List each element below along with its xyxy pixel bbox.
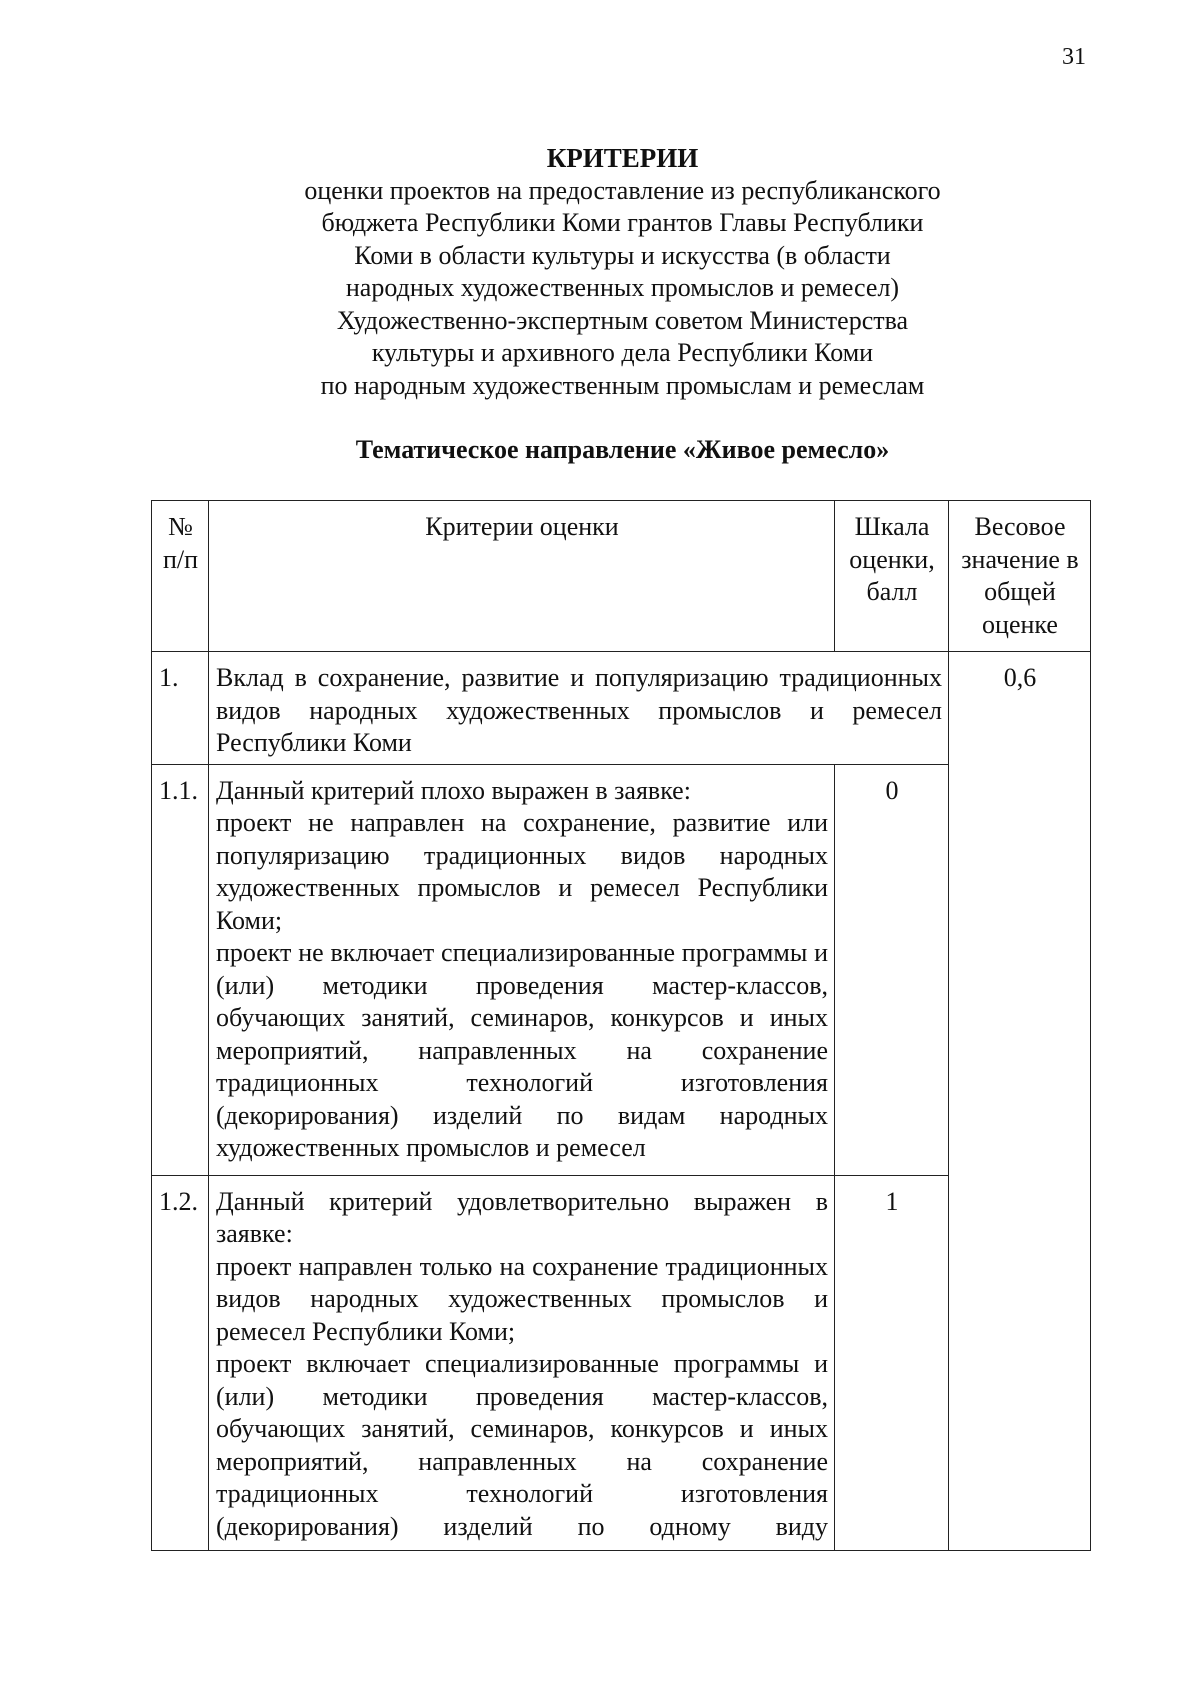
criteria-paragraph: проект направлен только на сохранение традиционных видов народных художественных промыслов и ремесел Республики Коми; (216, 1251, 828, 1346)
row-criteria (209, 764, 835, 1175)
thematic-direction: Тематическое направление «Живое ремесло» (355, 435, 890, 464)
header-criteria: Критерии оценки (209, 501, 835, 652)
row-scale: 1 (835, 1175, 949, 1550)
heading-line: Коми в области культуры и искусства (в области (354, 240, 891, 270)
row-num: 1. (152, 652, 209, 765)
row-criteria (209, 1175, 835, 1550)
row-num: 1.1. (152, 764, 209, 1175)
header-weight: Весовое значение в общей оценке (949, 501, 1091, 652)
heading-line: бюджета Республики Коми грантов Главы Республики (321, 208, 924, 237)
table-row (152, 652, 1091, 765)
table-header-row (152, 501, 1091, 652)
header-scale: Шкала оценки, балл (835, 501, 949, 652)
criteria-table (151, 500, 1091, 1551)
row-num: 1.2. (152, 1175, 209, 1550)
criteria-intro: Данный критерий удовлетворительно выражен в заявке: (216, 1186, 828, 1248)
heading-line: оценки проектов на предоставление из республиканского (304, 175, 941, 205)
heading-line: по народным художественным промыслам и ремеслам (320, 370, 925, 400)
heading-line: народных художественных промыслов и ремесел) (345, 273, 900, 302)
criteria-paragraph: проект включает специализированные программы и (или) методики проведения мастер-классов, обучающих занятий, семинаров, конкурсов и иных мероприятий, направленных на сохранение традиционных технологий изготовления (декорирования) изделий по одному виду (216, 1349, 828, 1541)
document-heading (150, 142, 1095, 402)
document-title: КРИТЕРИИ (546, 143, 699, 173)
row-scale: 0 (835, 764, 949, 1175)
row-weight: 0,6 (949, 652, 1091, 1551)
page-number: 31 (1062, 44, 1086, 70)
criteria-paragraph: проект не включает специализированные программы и (или) методики проведения мастер-классов, обучающих занятий, семинаров, конкурсов и иных мероприятий, направленных на сохранение традиционных технологий изготовления (декорирования) изделий по видам народных художественных промыслов и ремесел (216, 938, 828, 1162)
row-criteria (209, 652, 949, 765)
header-num: № п/п (152, 501, 209, 652)
criteria-paragraph: проект не направлен на сохранение, развитие или популяризацию традиционных видов народных художественных промыслов и ремесел Республики Коми; (216, 808, 828, 935)
heading-line: Художественно-экспертным советом Министерства (336, 305, 909, 335)
heading-line: культуры и архивного дела Республики Коми (371, 338, 874, 367)
criteria-text: Вклад в сохранение, развитие и популяризацию традиционных видов народных художественных промыслов и ремесел Республики Коми (216, 663, 942, 757)
criteria-intro: Данный критерий плохо выражен в заявке: (216, 775, 691, 805)
